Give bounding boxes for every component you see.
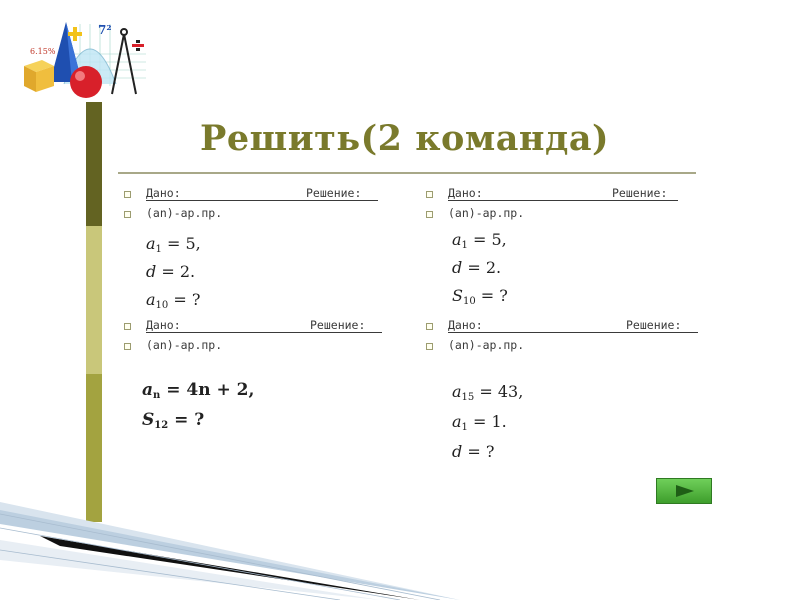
given-row	[124, 186, 384, 204]
formula-line: $a_1 = 1$.	[452, 412, 507, 433]
formula-line: d = 2.	[146, 262, 196, 281]
task-card	[426, 318, 702, 468]
solution-label: Решение:	[306, 186, 362, 200]
progression-type-label: (an)-ар.пр.	[448, 206, 525, 220]
square-bullet-icon	[426, 323, 433, 330]
progression-type-label: (an)-ар.пр.	[146, 338, 223, 352]
formula-line: $S_{10}$ = ?	[452, 286, 508, 307]
underline	[146, 332, 382, 333]
solution-label: Решение:	[310, 318, 366, 332]
formula-line: $a_{15} = 43$,	[452, 382, 524, 403]
given-label: Дано:	[146, 318, 181, 332]
square-bullet-icon	[426, 343, 433, 350]
progression-type-label: (an)-ар.пр.	[146, 206, 223, 220]
solution-label: Решение:	[626, 318, 682, 332]
svg-text:7²: 7²	[98, 23, 112, 37]
task-card	[124, 186, 384, 316]
formula-line: d = 2.	[452, 258, 502, 277]
square-bullet-icon	[426, 191, 433, 198]
formula-line: $a_1 = 5$,	[146, 234, 201, 255]
square-bullet-icon	[124, 343, 131, 350]
task-card	[124, 318, 388, 438]
given-row	[426, 186, 696, 204]
underline	[448, 200, 678, 201]
square-bullet-icon	[426, 211, 433, 218]
formula-line: $a_{10}$ = ?	[146, 290, 201, 311]
given-label: Дано:	[146, 186, 181, 200]
given-row	[426, 318, 702, 336]
square-bullet-icon	[124, 191, 131, 198]
underline	[146, 200, 378, 201]
progression-type-label: (an)-ар.пр.	[448, 338, 525, 352]
page-title: Решить(2 команда)	[200, 118, 610, 159]
math-logo	[20, 14, 148, 102]
given-label: Дано:	[448, 186, 483, 200]
underline	[448, 332, 698, 333]
formula-line: $a_1 = 5$,	[452, 230, 507, 251]
formula-line: $a_n = 4n + 2$,	[142, 380, 255, 401]
solution-label: Решение:	[612, 186, 668, 200]
decorative-vertical-bar	[86, 102, 102, 522]
square-bullet-icon	[124, 211, 131, 218]
svg-text:6.15%: 6.15%	[30, 47, 56, 56]
play-arrow-icon	[674, 484, 696, 498]
next-slide-button[interactable]	[656, 478, 712, 504]
square-bullet-icon	[124, 323, 131, 330]
given-row	[124, 318, 388, 336]
task-card	[426, 186, 696, 316]
formula-line: $S_{12}$ = ?	[142, 410, 205, 431]
given-label: Дано:	[448, 318, 483, 332]
decorative-swoosh	[0, 480, 460, 604]
title-divider	[118, 172, 696, 174]
formula-line: d = ?	[452, 442, 495, 461]
